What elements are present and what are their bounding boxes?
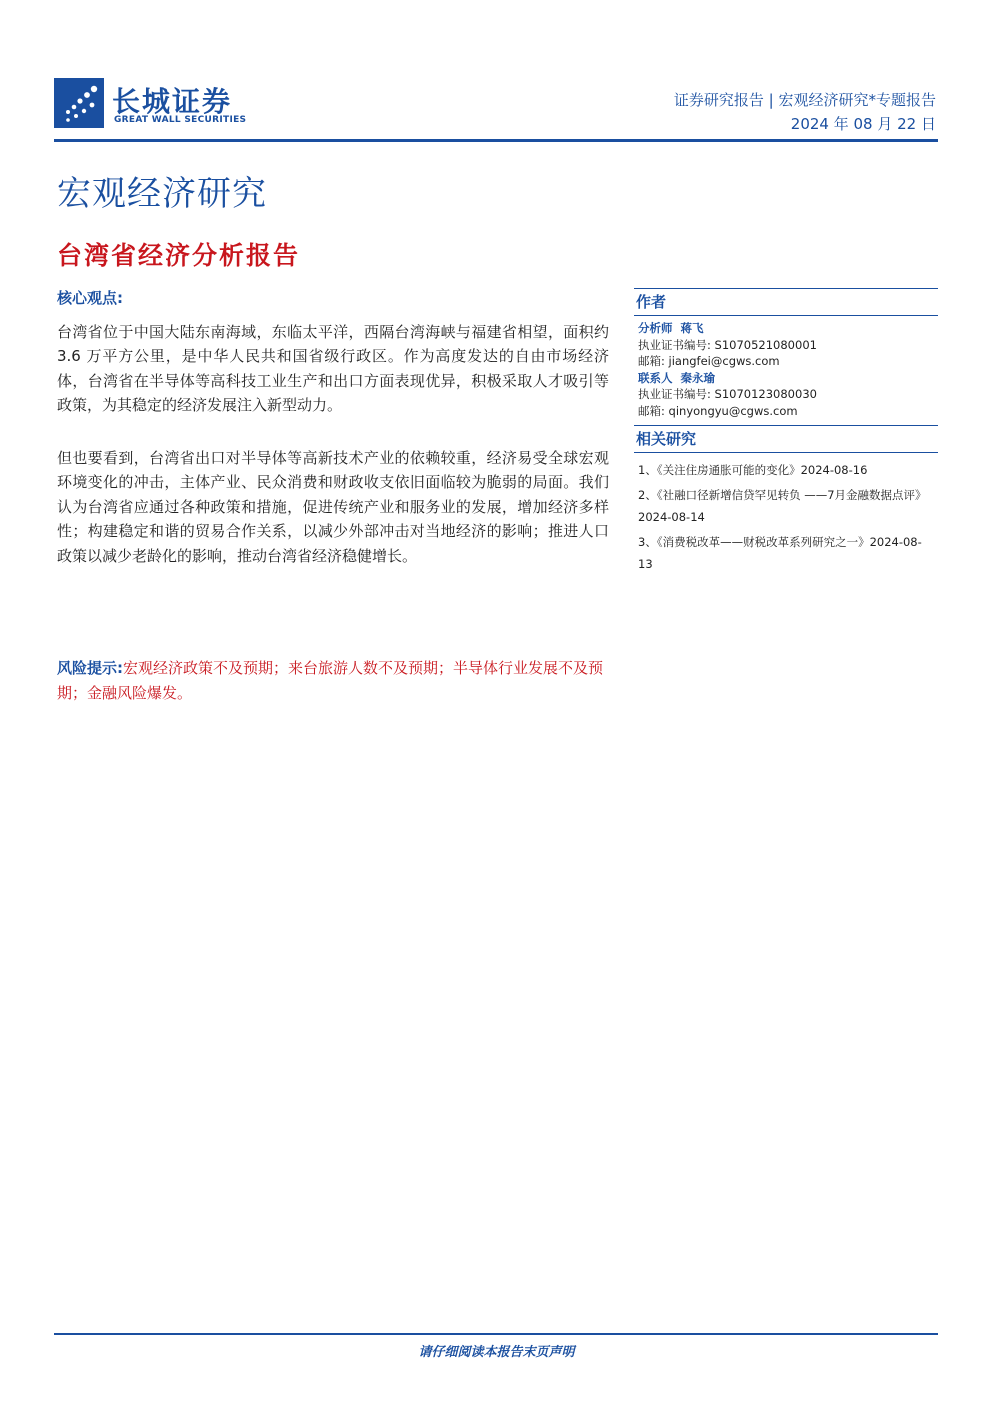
related-list xyxy=(634,453,938,575)
author-email: 邮箱: jiangfei@cgws.com xyxy=(638,354,780,368)
report-date: 2024 年 08 月 22 日 xyxy=(790,115,936,133)
core-paragraph: 但也要看到，台湾省出口对半导体等高新技术产业的依赖较重，经济易受全球宏观环境变化的冲击，主体产业、民众消费和财政收支依旧面临较为脆弱的局面。我们认为台湾省应通过各种政策和措施，促进传统产业和服务业的发展，增加经济多样性；构建稳定和谐的贸易合作关系，以减少外部冲击对当地经济的影响；推进人口政策以减少老龄化的影响，推动台湾省经济稳健增长。 xyxy=(57,449,609,565)
company-logo xyxy=(54,78,274,128)
footer-divider xyxy=(54,1333,938,1335)
related-item[interactable]: 3、《消费税改革——财税改革系列研究之一》2024-08-13 xyxy=(638,535,922,571)
footer-disclaimer: 请仔细阅读本报告末页声明 xyxy=(418,1345,575,1360)
author-cert: 执业证书编号: S1070123080030 xyxy=(638,387,817,401)
risk-text: 宏观经济政策不及预期；来台旅游人数不及预期；半导体行业发展不及预期；金融风险爆发。 xyxy=(57,659,604,702)
core-views-label: 核心观点: xyxy=(57,289,123,307)
related-research-panel xyxy=(634,425,938,578)
core-paragraph: 台湾省位于中国大陆东南海域，东临太平洋，西隔台湾海峡与福建省相望，面积约 3.6 万平方公里，是中华人民共和国省级行政区。作为高度发达的自由市场经济体，台湾省在半导体等高科技工业生产和出口方面表现优异，积极采取人才吸引等政策，为其稳定的经济发展注入新型动力。 xyxy=(57,323,609,415)
author-name-line: 分析师 蒋飞 xyxy=(638,321,704,335)
related-item[interactable]: 1、《关注住房通胀可能的变化》2024-08-16 xyxy=(638,463,868,477)
author-entry xyxy=(634,316,938,419)
related-item[interactable]: 2、《社融口径新增信贷罕见转负 ——7月金融数据点评》2024-08-14 xyxy=(638,488,927,524)
report-title: 台湾省经济分析报告 xyxy=(57,241,301,270)
author-cert: 执业证书编号: S1070521080001 xyxy=(638,337,817,352)
author-email: 邮箱: qinyongyu@cgws.com xyxy=(638,403,798,418)
section-title: 宏观经济研究 xyxy=(57,174,267,214)
header-divider xyxy=(54,139,938,142)
risk-warning xyxy=(57,656,613,706)
logo-chinese-name: 长城证券 xyxy=(112,85,233,118)
author-name-line: 联系人 秦永瑜 xyxy=(638,370,716,385)
logo-english-name: GREAT WALL SECURITIES xyxy=(114,115,247,125)
header-meta xyxy=(674,88,936,136)
related-heading: 相关研究 xyxy=(634,425,938,453)
authors-heading: 作者 xyxy=(634,288,938,316)
risk-label: 风险提示: xyxy=(57,659,123,677)
authors-panel xyxy=(634,288,938,419)
report-category: 证券研究报告 | 宏观经济研究*专题报告 xyxy=(673,91,936,109)
great-wall-logo-icon xyxy=(54,78,104,128)
